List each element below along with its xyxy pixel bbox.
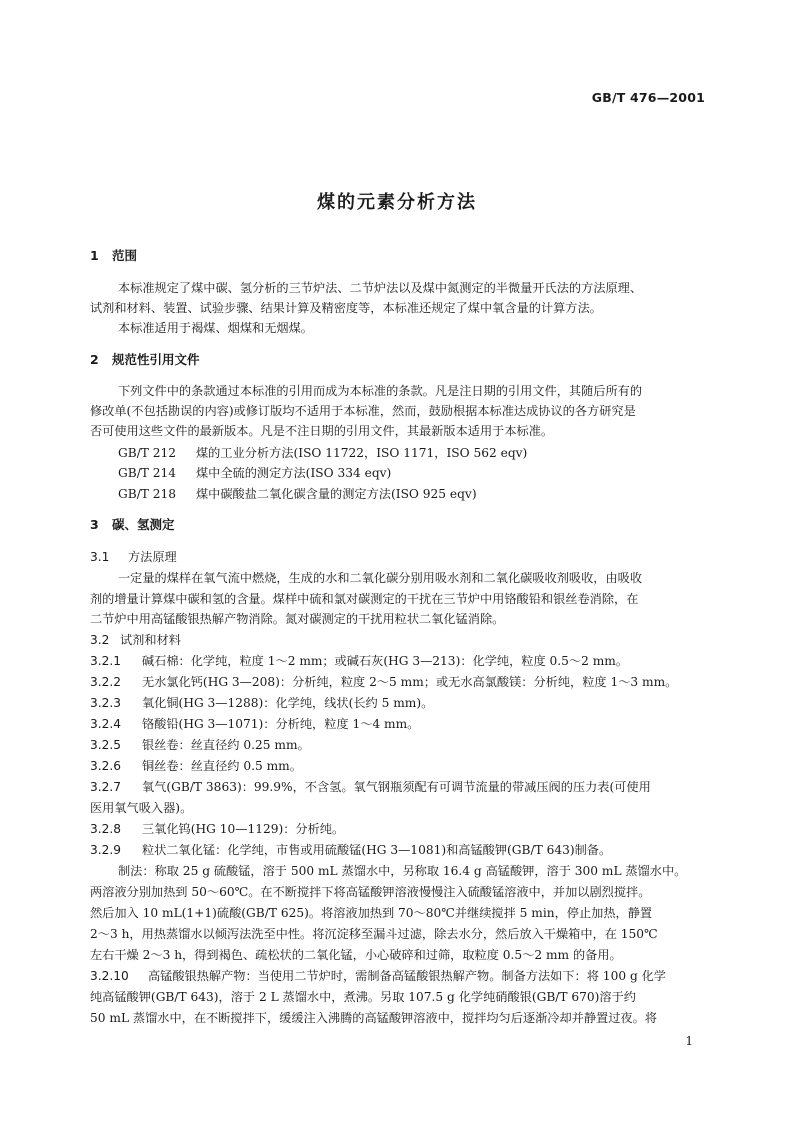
reagent-item bbox=[90, 716, 419, 732]
item-text: 铬酸铅(HG 3—1071)：分析纯，粒度 1～4 mm。 bbox=[142, 717, 420, 731]
item-number: 3.2.9 bbox=[90, 843, 122, 857]
reference-item bbox=[118, 445, 527, 461]
reagent-item bbox=[90, 758, 302, 774]
paragraph-line: 50 mL 蒸馏水中，在不断搅拌下，缓缓注入沸腾的高锰酸钾溶液中，搅拌均匀后逐渐冷却并静置过夜。将 bbox=[90, 1011, 657, 1025]
item-text: 碱石棉：化学纯，粒度 1～2 mm；或碱石灰(HG 3—213)：化学纯，粒度 0.5～2 mm。 bbox=[142, 654, 629, 668]
paragraph-line: 否可使用这些文件的最新版本。凡是不注日期的引用文件，其最新版本适用于本标准。 bbox=[90, 424, 554, 438]
section-1-heading bbox=[90, 248, 137, 264]
item-number: 3.2.7 bbox=[90, 780, 122, 794]
section-2-heading bbox=[90, 352, 200, 368]
item-text: 银丝卷：丝直径约 0.25 mm。 bbox=[142, 738, 310, 752]
paragraph-line: 左右干燥 2～3 h，得到褐色、疏松状的二氧化锰，小心破碎和过筛，取粒度 0.5～2 mm 的备用。 bbox=[90, 948, 622, 962]
paragraph-line: 然后加入 10 mL(1+1)硫酸(GB/T 625)。将溶液加热到 70～80℃并继续搅拌 5 min，停止加热，静置 bbox=[90, 906, 653, 920]
item-number: 3.2.1 bbox=[90, 654, 122, 668]
paragraph-line: 本标准适用于褐煤、烟煤和无烟煤。 bbox=[118, 321, 313, 335]
item-text: 高锰酸银热解产物：当使用二节炉时，需制备高锰酸银热解产物。制备方法如下：将 100 g 化学 bbox=[148, 969, 666, 983]
reagent-item bbox=[90, 695, 433, 711]
section-title: 碳、氢测定 bbox=[112, 517, 175, 532]
item-number: 3.2.8 bbox=[90, 822, 122, 836]
paragraph-line: 2～3 h，用热蒸馏水以倾泻法洗至中性。将沉淀移至漏斗过滤，除去水分，然后放入干燥箱中，在 150℃ bbox=[90, 927, 658, 941]
reference-item bbox=[118, 486, 477, 502]
reference-text: 煤中全硫的测定方法(ISO 334 eqv) bbox=[196, 466, 392, 480]
item-text: 三氧化钨(HG 10—1129)：分析纯。 bbox=[142, 822, 345, 836]
item-number: 3.2.10 bbox=[90, 969, 129, 983]
standard-code: GB/T 476—2001 bbox=[591, 90, 705, 105]
paragraph-line: 二节炉中用高锰酸银热解产物消除。氮对碳测定的干扰用粒状二氧化锰消除。 bbox=[90, 612, 505, 626]
subsection-number: 3.1 bbox=[90, 550, 110, 564]
reagent-item bbox=[90, 674, 677, 690]
reagent-item bbox=[90, 737, 310, 753]
subsection-title: 方法原理 bbox=[128, 550, 177, 564]
paragraph-line: 纯高锰酸钾(GB/T 643)，溶于 2 L 蒸馏水中，煮沸。另取 107.5 g 化学纯硝酸银(GB/T 670)溶于约 bbox=[90, 990, 636, 1004]
item-text: 氧化铜(HG 3—1288)：化学纯，线状(长约 5 mm)。 bbox=[142, 696, 434, 710]
section-title: 规范性引用文件 bbox=[112, 352, 200, 367]
item-number: 3.2.5 bbox=[90, 738, 122, 752]
reference-text: 煤的工业分析方法(ISO 11722，ISO 1171，ISO 562 eqv) bbox=[196, 446, 528, 460]
subsection-number: 3.2 bbox=[90, 633, 110, 647]
section-number: 1 bbox=[90, 248, 99, 263]
paragraph-line: 两溶液分别加热到 50～60℃。在不断搅拌下将高锰酸钾溶液慢慢注入硫酸锰溶液中，并加以剧烈搅拌。 bbox=[90, 885, 651, 899]
paragraph-line: 修改单(不包括勘误的内容)或修订版均不适用于本标准，然而，鼓励根据本标准达成协议的各方研究是 bbox=[90, 404, 636, 418]
subsection-3-2-heading bbox=[90, 632, 181, 648]
item-text: 铜丝卷：丝直径约 0.5 mm。 bbox=[142, 759, 302, 773]
reference-text: 煤中碳酸盐二氧化碳含量的测定方法(ISO 925 eqv) bbox=[196, 487, 477, 501]
reagent-item bbox=[90, 968, 666, 984]
page-number: 1 bbox=[685, 1034, 693, 1048]
document-title: 煤的元素分析方法 bbox=[317, 192, 477, 213]
item-number: 3.2.3 bbox=[90, 696, 122, 710]
subsection-title: 试剂和材料 bbox=[120, 633, 181, 647]
paragraph-line: 下列文件中的条款通过本标准的引用而成为本标准的条款。凡是注日期的引用文件，其随后所有的 bbox=[118, 384, 643, 398]
reagent-item bbox=[90, 653, 628, 669]
section-number: 2 bbox=[90, 352, 99, 367]
item-text: 粒状二氧化锰：化学纯，市售或用硫酸锰(HG 3—1081)和高锰酸钾(GB/T 643)制备。 bbox=[142, 843, 612, 857]
paragraph-line: 一定量的煤样在氧气流中燃烧，生成的水和二氧化碳分别用吸水剂和二氧化碳吸收剂吸收，由吸收 bbox=[118, 571, 643, 585]
paragraph-line: 试剂和材料、装置、试验步骤、结果计算及精密度等，本标准还规定了煤中氧含量的计算方法。 bbox=[90, 301, 602, 315]
item-number: 3.2.4 bbox=[90, 717, 122, 731]
reference-item bbox=[118, 465, 391, 481]
reagent-item bbox=[90, 821, 344, 837]
item-text: 氧气(GB/T 3863)：99.9%，不含氢。氧气钢瓶须配有可调节流量的带减压阀的压力表(可使用 bbox=[142, 780, 651, 794]
paragraph-line: 本标准规定了煤中碳、氢分析的三节炉法、二节炉法以及煤中氮测定的半微量开氏法的方法原理、 bbox=[118, 281, 643, 295]
item-text: 无水氯化钙(HG 3—208)：分析纯，粒度 2～5 mm；或无水高氯酸镁：分析纯，粒度 1～3 mm。 bbox=[142, 675, 678, 689]
section-title: 范围 bbox=[112, 248, 138, 263]
reference-code: GB/T 214 bbox=[118, 466, 177, 480]
reference-code: GB/T 218 bbox=[118, 487, 177, 501]
paragraph-line: 剂的增量计算煤中碳和氢的含量。煤样中硫和氯对碳测定的干扰在三节炉中用铬酸铅和银丝卷消除，在 bbox=[90, 592, 639, 606]
item-number: 3.2.6 bbox=[90, 759, 122, 773]
paragraph-line: 制法：称取 25 g 硫酸锰，溶于 500 mL 蒸馏水中，另称取 16.4 g 高锰酸钾，溶于 300 mL 蒸馏水中。 bbox=[118, 864, 687, 878]
section-3-heading bbox=[90, 517, 175, 533]
item-number: 3.2.2 bbox=[90, 675, 122, 689]
reagent-item bbox=[90, 842, 611, 858]
reagent-item bbox=[90, 779, 651, 795]
reference-code: GB/T 212 bbox=[118, 446, 177, 460]
subsection-3-1-heading bbox=[90, 549, 177, 565]
paragraph-line: 医用氧气吸入器)。 bbox=[90, 801, 193, 815]
section-number: 3 bbox=[90, 517, 99, 532]
